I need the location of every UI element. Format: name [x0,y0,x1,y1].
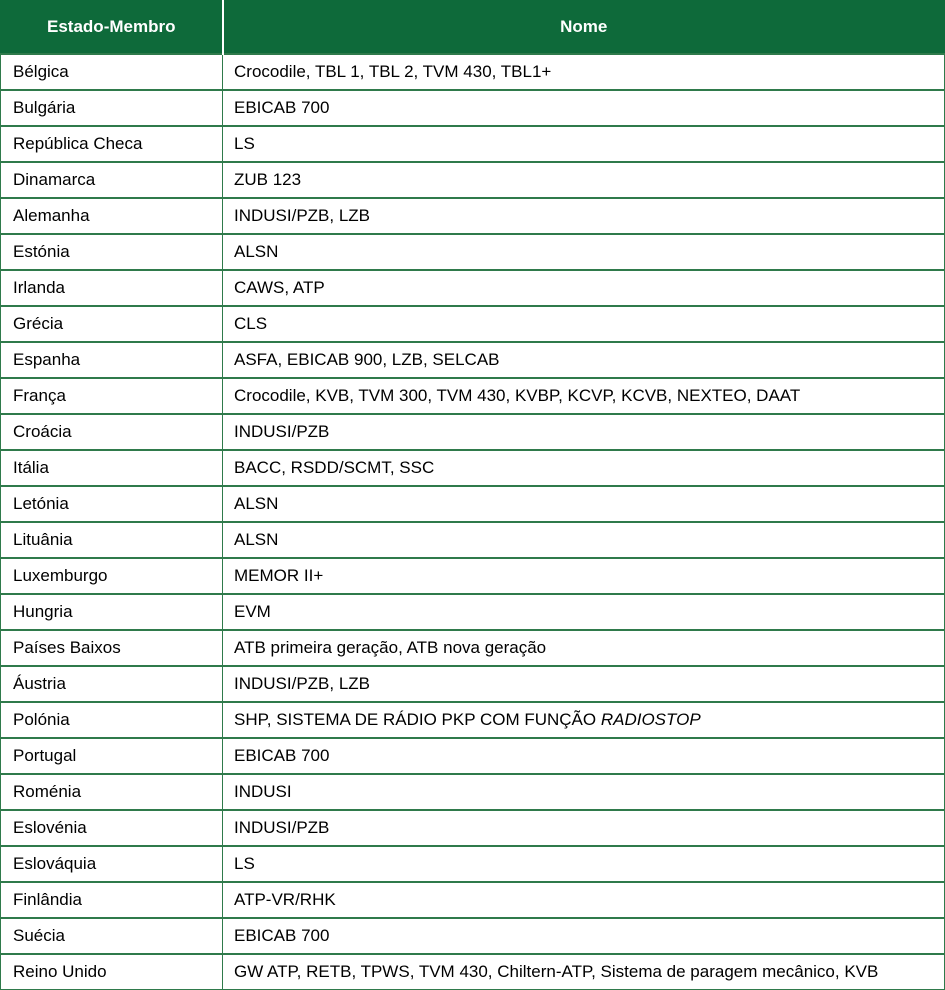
member-state-cell: Letónia [1,486,223,522]
table-row [1,162,945,198]
system-name-cell [223,90,945,126]
system-name-cell [223,270,945,306]
system-name-text: SHP, SISTEMA DE RÁDIO PKP COM FUNÇÃO [234,710,601,729]
column-header-member-state: Estado-Membro [1,1,223,55]
system-name-cell [223,558,945,594]
table-row [1,666,945,702]
system-name-text: CLS [234,314,268,333]
system-name-cell [223,162,945,198]
system-name-cell [223,414,945,450]
table-row [1,882,945,918]
system-name-cell [223,198,945,234]
member-state-cell: República Checa [1,126,223,162]
system-name-cell [223,54,945,90]
system-name-cell [223,126,945,162]
system-name-cell [223,234,945,270]
system-name-text: BACC, RSDD/SCMT, SSC [234,458,435,477]
system-name-text: ZUB 123 [234,170,302,189]
table-header-row [1,1,945,55]
table-row [1,378,945,414]
member-state-cell: Países Baixos [1,630,223,666]
system-name-cell [223,918,945,954]
member-state-cell: Irlanda [1,270,223,306]
system-name-cell [223,738,945,774]
system-name-cell [223,522,945,558]
member-state-cell: Dinamarca [1,162,223,198]
member-state-cell: Luxemburgo [1,558,223,594]
member-state-cell: Grécia [1,306,223,342]
system-name-cell [223,882,945,918]
table-row [1,90,945,126]
table-row [1,234,945,270]
table-row [1,774,945,810]
system-name-text: EVM [234,602,271,621]
system-name-cell [223,486,945,522]
table-row [1,846,945,882]
system-name-text: ALSN [234,494,279,513]
table-body [1,54,945,990]
system-name-cell [223,450,945,486]
member-state-cell: Lituânia [1,522,223,558]
member-state-cell: Portugal [1,738,223,774]
system-name-italic-text: RADIOSTOP [600,710,701,729]
system-name-text: ASFA, EBICAB 900, LZB, SELCAB [234,350,500,369]
table-row [1,918,945,954]
system-name-text: CAWS, ATP [234,278,325,297]
member-state-cell: Bulgária [1,90,223,126]
table-row [1,126,945,162]
table-row [1,198,945,234]
member-state-cell: Estónia [1,234,223,270]
system-name-text: EBICAB 700 [234,98,330,117]
member-state-cell: Croácia [1,414,223,450]
member-state-cell: Eslováquia [1,846,223,882]
system-name-cell [223,630,945,666]
table-row [1,738,945,774]
system-name-text: ATP-VR/RHK [234,890,336,909]
table-row [1,306,945,342]
system-name-cell [223,666,945,702]
table-row [1,594,945,630]
table-row [1,450,945,486]
member-state-cell: Áustria [1,666,223,702]
system-name-text: ATB primeira geração, ATB nova geração [234,638,547,657]
system-name-cell [223,774,945,810]
system-name-text: INDUSI/PZB, LZB [234,674,371,693]
system-name-cell [223,954,945,990]
system-name-text: EBICAB 700 [234,926,330,945]
member-state-cell: Roménia [1,774,223,810]
member-state-cell: Espanha [1,342,223,378]
system-name-text: LS [234,854,255,873]
table-row [1,486,945,522]
system-name-cell [223,594,945,630]
member-state-cell: Itália [1,450,223,486]
member-state-cell: Reino Unido [1,954,223,990]
table-row [1,630,945,666]
system-name-text: EBICAB 700 [234,746,330,765]
table-row [1,954,945,990]
member-state-cell: Eslovénia [1,810,223,846]
member-state-cell: Hungria [1,594,223,630]
system-name-text: Crocodile, KVB, TVM 300, TVM 430, KVBP, KCVP, KCVB, NEXTEO, DAAT [234,386,801,405]
system-name-text: Crocodile, TBL 1, TBL 2, TVM 430, TBL1+ [234,62,552,81]
system-name-cell [223,306,945,342]
system-name-cell [223,702,945,738]
system-name-cell [223,846,945,882]
system-name-text: MEMOR II+ [234,566,324,585]
member-state-cell: Bélgica [1,54,223,90]
member-state-cell: França [1,378,223,414]
system-name-cell [223,342,945,378]
member-state-cell: Finlândia [1,882,223,918]
system-name-text: INDUSI/PZB [234,422,330,441]
system-name-text: ALSN [234,242,279,261]
member-state-cell: Suécia [1,918,223,954]
column-header-name: Nome [223,1,945,55]
table-row [1,270,945,306]
table-row [1,810,945,846]
system-name-text: INDUSI [234,782,292,801]
member-state-cell: Polónia [1,702,223,738]
system-name-cell [223,810,945,846]
system-name-text: ALSN [234,530,279,549]
system-name-cell [223,378,945,414]
table-row [1,558,945,594]
member-state-cell: Alemanha [1,198,223,234]
table-row [1,54,945,90]
system-name-text: INDUSI/PZB [234,818,330,837]
table-row [1,702,945,738]
table-row [1,522,945,558]
system-name-text: GW ATP, RETB, TPWS, TVM 430, Chiltern-ATP, Sistema de paragem mecânico, KVB [234,962,879,981]
system-name-text: LS [234,134,255,153]
table-row [1,342,945,378]
table-row [1,414,945,450]
system-name-text: INDUSI/PZB, LZB [234,206,371,225]
